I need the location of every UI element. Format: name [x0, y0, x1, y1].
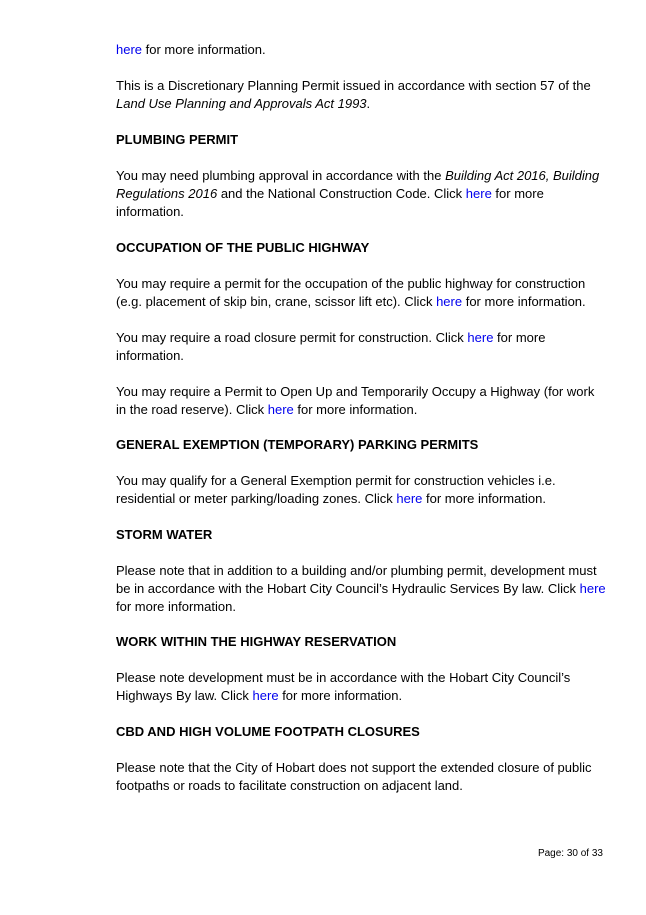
occupation-p2-pre: You may require a road closure permit for construction. Click	[116, 330, 468, 345]
highway-here-link[interactable]: here	[252, 688, 279, 703]
discretionary-act-name: Land Use Planning and Approvals Act 1993	[116, 96, 367, 111]
parking-pre: You may qualify for a General Exemption permit for construction vehicles i.e. residential or meter parking/loading zones. Click	[116, 473, 556, 506]
plumbing-pre: You may need plumbing approval in accordance with the	[116, 168, 446, 183]
occupation-p3-pre: You may require a Permit to Open Up and Temporarily Occupy a Highway (for work in the road reserve). Click	[116, 384, 595, 417]
highway-pre: Please note development must be in accordance with the Hobart City Council’s Highways By law. Click	[116, 670, 571, 703]
plumbing-mid: and the National Construction Code. Click	[217, 186, 466, 201]
plumbing-post: for more information.	[116, 186, 544, 219]
intro-tail: for more information.	[142, 42, 266, 57]
plumbing-act-2: Building Regulations 2016	[116, 168, 600, 201]
parking-paragraph	[116, 472, 608, 508]
page-number: Page: 30 of 33	[537, 848, 603, 859]
occupation-p1-post: for more information.	[462, 294, 586, 309]
stormwater-pre: Please note that in addition to a building and/or plumbing permit, development must be in accordance with the Hobart City Council’s Hydraulic Services By law. Click	[116, 563, 597, 596]
intro-here-link[interactable]: here	[116, 42, 143, 57]
highway-post: for more information.	[278, 688, 403, 703]
stormwater-here-link[interactable]: here	[579, 581, 606, 596]
plumbing-sep: ,	[545, 168, 553, 183]
occupation-heading: OCCUPATION OF THE PUBLIC HIGHWAY	[116, 240, 370, 255]
cbd-heading: CBD AND HIGH VOLUME FOOTPATH CLOSURES	[116, 724, 420, 739]
plumbing-heading: PLUMBING PERMIT	[116, 132, 239, 147]
discretionary-paragraph	[116, 77, 608, 113]
stormwater-heading: STORM WATER	[116, 527, 213, 542]
intro-paragraph	[116, 41, 608, 59]
occupation-paragraph-3	[116, 383, 608, 419]
cbd-paragraph: Please note that the City of Hobart does not support the extended closure of public footpaths or roads to facilitate construction on adjacent land.	[116, 760, 592, 793]
occupation-paragraph-2	[116, 329, 608, 365]
stormwater-paragraph	[116, 562, 608, 616]
plumbing-act-1: Building Act 2016	[445, 168, 546, 183]
occupation-p2-post: for more information.	[116, 330, 546, 363]
highway-paragraph	[116, 669, 608, 705]
plumbing-paragraph	[116, 167, 608, 221]
occupation-p3-post: for more information.	[293, 402, 418, 417]
parking-here-link[interactable]: here	[396, 491, 423, 506]
occupation-p1-here-link[interactable]: here	[436, 294, 463, 309]
parking-post: for more information.	[422, 491, 546, 506]
occupation-p2-here-link[interactable]: here	[467, 330, 494, 345]
parking-heading: GENERAL EXEMPTION (TEMPORARY) PARKING PERMITS	[116, 437, 479, 452]
occupation-paragraph-1	[116, 275, 608, 311]
plumbing-here-link[interactable]: here	[465, 186, 492, 201]
stormwater-post: for more information.	[116, 599, 236, 614]
occupation-p3-here-link[interactable]: here	[267, 402, 294, 417]
highway-heading: WORK WITHIN THE HIGHWAY RESERVATION	[116, 634, 397, 649]
occupation-p1-pre: You may require a permit for the occupation of the public highway for construction (e.g. placement of skip bin, crane, scissor lift etc). Click	[116, 276, 586, 309]
discretionary-pre: This is a Discretionary Planning Permit issued in accordance with section 57 of the	[116, 78, 591, 93]
discretionary-post: .	[366, 96, 371, 111]
